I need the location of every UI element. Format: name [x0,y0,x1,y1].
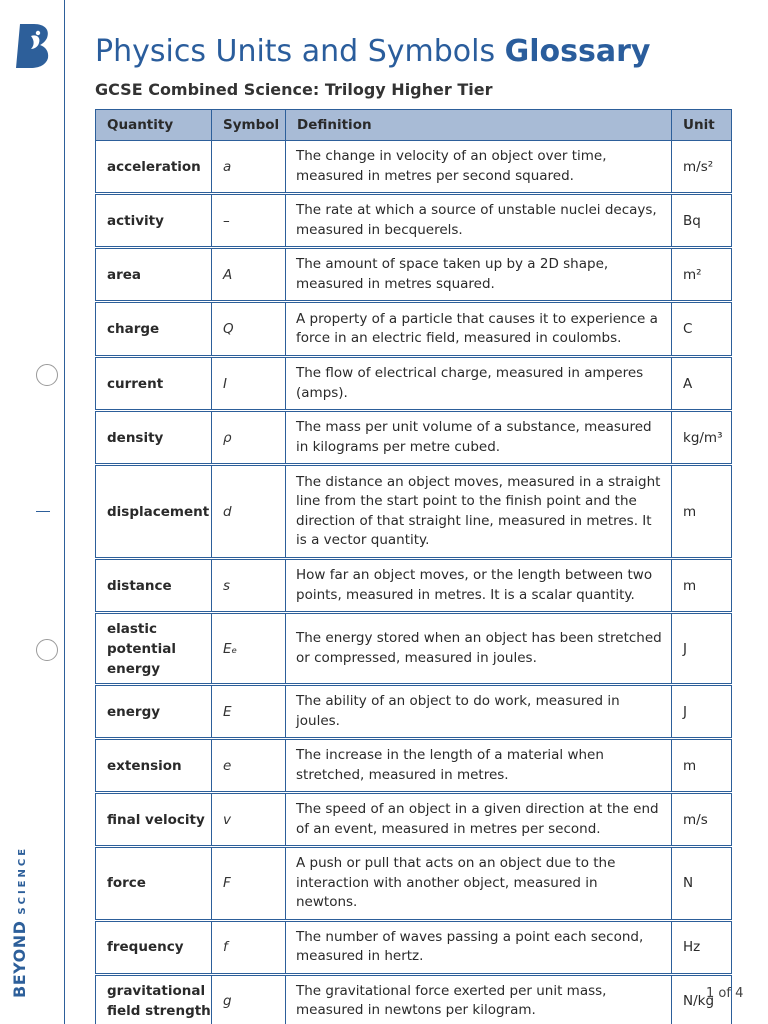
unit-cell: m [672,740,732,792]
glossary-body [96,141,732,1024]
symbol-cell: ρ [212,412,286,464]
symbol-cell: Eₑ [212,614,286,684]
symbol-cell: f [212,921,286,973]
symbol-cell: s [212,560,286,612]
table-row [96,195,732,247]
page-title-main: Physics Units and Symbols [95,34,496,69]
definition-cell: The distance an object moves, measured in a straight line from the start point to the finish point and the direction of that straight line, measured in metres. It is a vector quantity. [286,466,672,558]
quantity-cell: displacement [96,466,212,558]
header-unit: Unit [672,110,732,141]
definition-cell: The number of waves passing a point each second, measured in hertz. [286,921,672,973]
quantity-cell: acceleration [96,141,212,193]
definition-cell: The flow of electrical charge, measured in amperes (amps). [286,358,672,410]
definition-cell: The mass per unit volume of a substance, measured in kilograms per metre cubed. [286,412,672,464]
unit-cell: m/s² [672,141,732,193]
table-row [96,358,732,410]
quantity-cell: elastic potential energy [96,614,212,684]
table-row [96,141,732,193]
symbol-cell: v [212,794,286,846]
quantity-cell: energy [96,686,212,738]
quantity-cell: current [96,358,212,410]
definition-cell: The ability of an object to do work, measured in joules. [286,686,672,738]
table-row [96,975,732,1024]
symbol-cell: F [212,848,286,920]
table-row [96,466,732,558]
quantity-cell: gravitational field strength [96,975,212,1024]
table-row [96,614,732,684]
table-row [96,794,732,846]
unit-cell: Hz [672,921,732,973]
brand-word-beyond: BEYOND [10,920,29,998]
symbol-cell: I [212,358,286,410]
definition-cell: The energy stored when an object has been stretched or compressed, measured in joules. [286,614,672,684]
brand-word-science: SCIENCE [17,845,28,915]
symbol-cell: E [212,686,286,738]
unit-cell: Bq [672,195,732,247]
page-subtitle: GCSE Combined Science: Trilogy Higher Tier [95,80,493,99]
unit-cell: A [672,358,732,410]
table-row [96,740,732,792]
quantity-cell: activity [96,195,212,247]
definition-cell: The amount of space taken up by a 2D shape, measured in metres squared. [286,249,672,301]
page-title [95,34,650,69]
header-definition: Definition [286,110,672,141]
symbol-cell: A [212,249,286,301]
unit-cell: m/s [672,794,732,846]
punch-hole-marker [36,364,58,386]
definition-cell: The speed of an object in a given direction at the end of an event, measured in metres per second. [286,794,672,846]
table-row [96,412,732,464]
table-row [96,848,732,920]
quantity-cell: frequency [96,921,212,973]
table-header-row [96,110,732,141]
symbol-cell: a [212,141,286,193]
unit-cell: J [672,686,732,738]
unit-cell: C [672,303,732,356]
brand-wordmark [2,820,66,1000]
unit-cell: N [672,848,732,920]
symbol-cell: g [212,975,286,1024]
quantity-cell: force [96,848,212,920]
definition-cell: How far an object moves, or the length between two points, measured in metres. It is a scalar quantity. [286,560,672,612]
punch-hole-marker [36,639,58,661]
header-quantity: Quantity [96,110,212,141]
unit-cell: kg/m³ [672,412,732,464]
header-symbol: Symbol [212,110,286,141]
quantity-cell: distance [96,560,212,612]
table-row [96,921,732,973]
page-number: 1 of 4 [706,986,744,1001]
definition-cell: A push or pull that acts on an object due to the interaction with another object, measured in newtons. [286,848,672,920]
table-row [96,686,732,738]
definition-cell: The change in velocity of an object over time, measured in metres per second squared. [286,141,672,193]
unit-cell: m [672,466,732,558]
quantity-cell: area [96,249,212,301]
fold-mark [36,511,50,512]
unit-cell: N/kg [672,975,732,1024]
table-row [96,249,732,301]
unit-cell: J [672,614,732,684]
symbol-cell: Q [212,303,286,356]
definition-cell: The increase in the length of a material when stretched, measured in metres. [286,740,672,792]
symbol-cell: e [212,740,286,792]
beyond-logo-icon [14,22,54,68]
glossary-table [95,109,732,1024]
definition-cell: The gravitational force exerted per unit mass, measured in newtons per kilogram. [286,975,672,1024]
table-row [96,560,732,612]
table-row [96,303,732,356]
quantity-cell: extension [96,740,212,792]
quantity-cell: density [96,412,212,464]
quantity-cell: charge [96,303,212,356]
definition-cell: A property of a particle that causes it to experience a force in an electric field, measured in coulombs. [286,303,672,356]
symbol-cell: d [212,466,286,558]
unit-cell: m² [672,249,732,301]
definition-cell: The rate at which a source of unstable nuclei decays, measured in becquerels. [286,195,672,247]
unit-cell: m [672,560,732,612]
page-title-bold: Glossary [504,34,651,69]
quantity-cell: final velocity [96,794,212,846]
symbol-cell: – [212,195,286,247]
